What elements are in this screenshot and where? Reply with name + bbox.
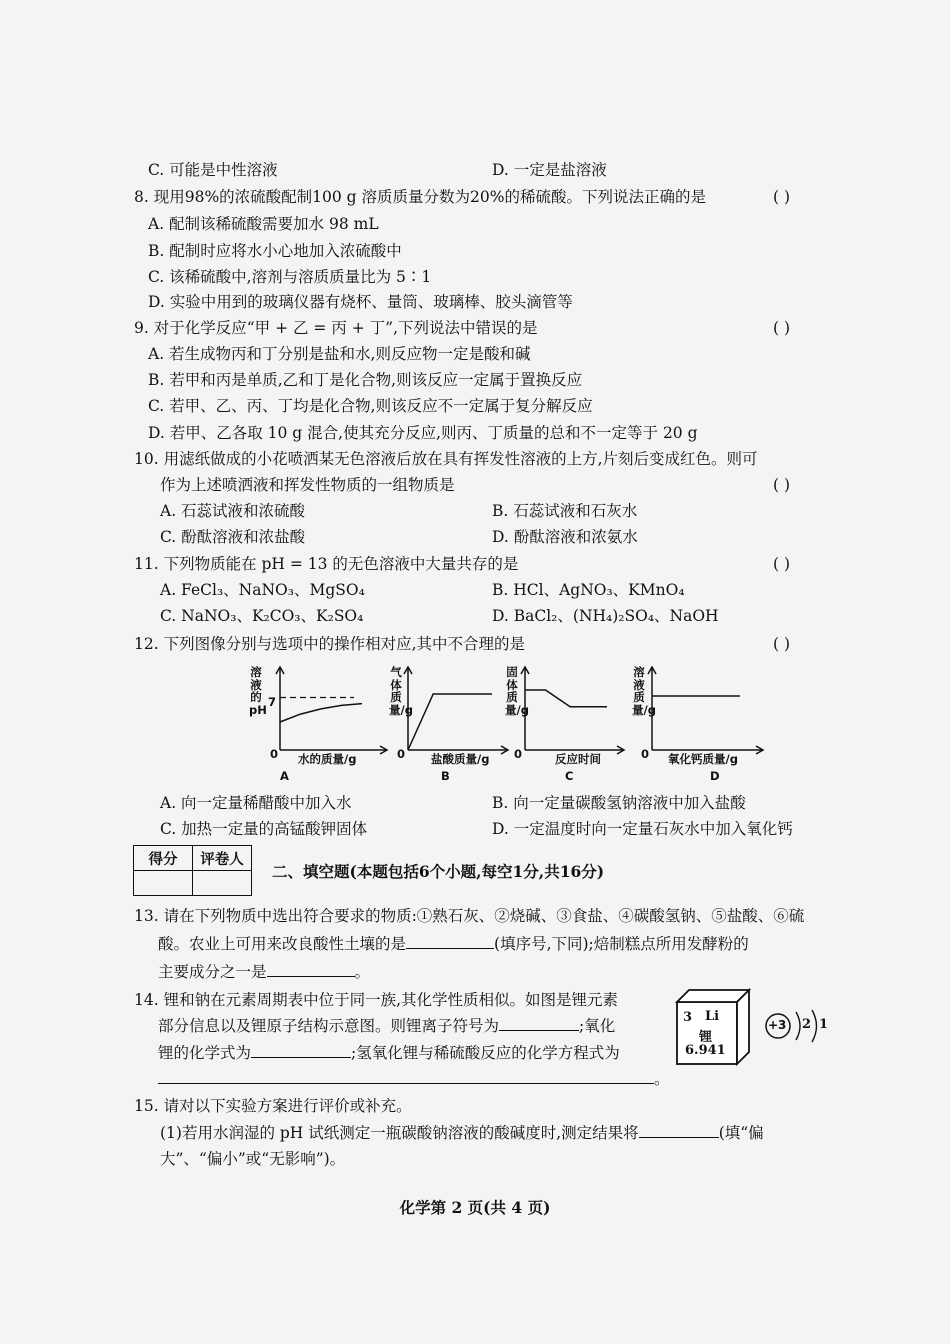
q12-option-b: B. 向一定量碳酸氢钠溶液中加入盐酸 bbox=[492, 794, 746, 812]
q12-option-d: D. 一定温度时向一定量石灰水中加入氧化钙 bbox=[492, 820, 793, 838]
q14-line3-a: 锂的化学式为 bbox=[158, 1044, 252, 1062]
q13-line2-a: 酸。农业上可用来改良酸性土壤的是 bbox=[158, 935, 407, 953]
q8-option-b: B. 配制时应将水小心地加入浓硫酸中 bbox=[148, 242, 402, 260]
graph-d-ylabel: 溶液质量/g bbox=[632, 665, 656, 717]
graph-c-curve bbox=[525, 690, 607, 707]
q10-option-c: C. 酚酞溶液和浓盐酸 bbox=[160, 528, 306, 546]
q15-blank-1[interactable] bbox=[639, 1123, 719, 1138]
graph-c-caption: C bbox=[565, 769, 574, 783]
q13-line2-b: (填序号,下同);焙制糕点所用发酵粉的 bbox=[494, 935, 749, 953]
q11-stem: 11. 下列物质能在 pH = 13 的无色溶液中大量共存的是 bbox=[134, 555, 519, 573]
grader-cell[interactable] bbox=[193, 871, 252, 896]
q10-stem-line2: 作为上述喷洒液和挥发性物质的一组物质是 bbox=[160, 476, 455, 494]
q9-option-c: C. 若甲、乙、丙、丁均是化合物,则该反应不一定属于复分解反应 bbox=[148, 397, 593, 415]
q7-option-d: D. 一定是盐溶液 bbox=[492, 161, 607, 179]
graph-a-origin: 0 bbox=[270, 747, 279, 761]
q10-option-a: A. 石蕊试液和浓硫酸 bbox=[160, 502, 306, 520]
q10-option-b: B. 石蕊试液和石灰水 bbox=[492, 502, 638, 520]
q12-answer-paren: ( ) bbox=[773, 635, 791, 653]
q10-answer-paren: ( ) bbox=[773, 476, 791, 494]
q7-option-c: C. 可能是中性溶液 bbox=[148, 161, 278, 179]
q15-line2-a: (1)若用水润湿的 pH 试纸测定一瓶碳酸钠溶液的酸碱度时,测定结果将 bbox=[160, 1124, 639, 1142]
graph-d bbox=[628, 664, 768, 782]
score-header: 得分 bbox=[134, 846, 193, 871]
q14-line2-a: 部分信息以及锂原子结构示意图。则锂离子符号为 bbox=[158, 1017, 500, 1035]
score-table bbox=[133, 845, 252, 896]
graph-a-curve bbox=[280, 704, 362, 722]
q11-option-c: C. NaNO₃、K₂CO₃、K₂SO₄ bbox=[160, 607, 364, 625]
q11-option-d: D. BaCl₂、(NH₄)₂SO₄、NaOH bbox=[492, 607, 719, 625]
q13-blank-1[interactable] bbox=[406, 934, 494, 949]
q12-option-a: A. 向一定量稀醋酸中加入水 bbox=[160, 794, 352, 812]
graph-c-xlabel: 反应时间 bbox=[555, 752, 601, 766]
element-symbol: Li bbox=[705, 1009, 720, 1024]
q14-blank-1[interactable] bbox=[499, 1016, 579, 1031]
q15-line2-b: (填“偏 bbox=[718, 1124, 764, 1142]
graph-b-caption: B bbox=[441, 769, 450, 783]
q8-option-a: A. 配制该稀硫酸需要加水 98 mL bbox=[148, 215, 379, 233]
q14-line2-b: ;氧化 bbox=[579, 1017, 616, 1035]
q8-answer-paren: ( ) bbox=[773, 188, 791, 206]
graph-b bbox=[383, 664, 513, 782]
q14-line4-end: 。 bbox=[654, 1070, 670, 1088]
q8-stem: 8. 现用98%的浓硫酸配制100 g 溶质质量分数为20%的稀硫酸。下列说法正确的是 bbox=[134, 188, 706, 206]
q9-option-b: B. 若甲和丙是单质,乙和丁是化合物,则该反应一定属于置换反应 bbox=[148, 371, 583, 389]
grader-header: 评卷人 bbox=[193, 846, 252, 871]
q11-option-a: A. FeCl₃、NaNO₃、MgSO₄ bbox=[160, 581, 365, 599]
q10-option-d: D. 酚酞溶液和浓氨水 bbox=[492, 528, 638, 546]
q15-line2 bbox=[160, 1123, 764, 1143]
q9-stem: 9. 对于化学反应“甲 + 乙 = 丙 + 丁”,下列说法中错误的是 bbox=[134, 319, 538, 337]
q9-answer-paren: ( ) bbox=[773, 319, 791, 337]
element-number: 3 bbox=[683, 1010, 693, 1025]
q12-stem: 12. 下列图像分别与选项中的操作相对应,其中不合理的是 bbox=[134, 635, 526, 653]
q10-stem-line1: 10. 用滤纸做成的小花喷洒某无色溶液后放在具有挥发性溶液的上方,片刻后变成红色。则可 bbox=[134, 450, 758, 468]
q14-blank-2[interactable] bbox=[251, 1043, 351, 1058]
q9-option-a: A. 若生成物丙和丁分别是盐和水,则反应物一定是酸和碱 bbox=[148, 345, 531, 363]
section2-title: 二、填空题(本题包括6个小题,每空1分,共16分) bbox=[272, 862, 605, 881]
q14-line3-b: ;氢氧化锂与稀硫酸反应的化学方程式为 bbox=[351, 1044, 620, 1062]
q11-option-b: B. HCl、AgNO₃、KMnO₄ bbox=[492, 581, 685, 599]
q13-line1: 13. 请在下列物质中选出符合要求的物质:①熟石灰、②烧碱、③食盐、④碳酸氢钠、⑤盐酸、⑥硫 bbox=[134, 907, 805, 925]
graph-d-origin: 0 bbox=[641, 747, 650, 761]
graph-c bbox=[503, 664, 633, 782]
graph-a bbox=[246, 664, 396, 782]
graph-b-origin: 0 bbox=[397, 747, 406, 761]
q14-line3 bbox=[158, 1043, 620, 1063]
graph-b-xlabel: 盐酸质量/g bbox=[431, 752, 490, 766]
graph-d-caption: D bbox=[710, 769, 720, 783]
graph-a-ytick: 7 bbox=[268, 695, 277, 709]
atom-shell-2: 1 bbox=[819, 1017, 829, 1032]
q15-line3: 大”、“偏小”或“无影响”)。 bbox=[160, 1150, 346, 1168]
q13-line2 bbox=[158, 934, 749, 954]
graph-b-ylabel: 气体质量/g bbox=[389, 665, 413, 717]
graph-c-origin: 0 bbox=[514, 747, 523, 761]
q8-option-c: C. 该稀硫酸中,溶剂与溶质质量比为 5∶1 bbox=[148, 268, 432, 286]
q8-option-d: D. 实验中用到的玻璃仪器有烧杯、量筒、玻璃棒、胶头滴管等 bbox=[148, 293, 573, 311]
q11-answer-paren: ( ) bbox=[773, 555, 791, 573]
q12-option-c: C. 加热一定量的高锰酸钾固体 bbox=[160, 820, 368, 838]
q13-line3 bbox=[158, 962, 370, 982]
graph-a-xlabel: 水的质量/g bbox=[298, 752, 357, 766]
graph-b-curve bbox=[408, 694, 492, 750]
q9-option-d: D. 若甲、乙各取 10 g 混合,使其充分反应,则丙、丁质量的总和不一定等于 20 g bbox=[148, 424, 698, 442]
q15-line1: 15. 请对以下实验方案进行评价或补充。 bbox=[134, 1097, 412, 1115]
q14-line1: 14. 锂和钠在元素周期表中位于同一族,其化学性质相似。如图是锂元素 bbox=[134, 991, 619, 1009]
graph-a-ylabel: 溶液的pH bbox=[249, 665, 267, 717]
q14-line2 bbox=[158, 1016, 615, 1036]
element-cell-lithium bbox=[675, 988, 755, 1068]
graph-c-ylabel: 固体质量/g bbox=[505, 665, 529, 717]
graph-a-caption: A bbox=[280, 769, 289, 783]
q13-blank-2[interactable] bbox=[267, 962, 355, 977]
q14-line4 bbox=[158, 1069, 670, 1089]
element-name: 锂 bbox=[699, 1030, 713, 1045]
element-mass: 6.941 bbox=[685, 1043, 726, 1058]
lithium-atom-diagram bbox=[762, 1004, 832, 1050]
page-footer: 化学第 2 页(共 4 页) bbox=[399, 1198, 551, 1217]
q14-blank-3[interactable] bbox=[158, 1069, 654, 1084]
q13-line3-b: 。 bbox=[354, 963, 371, 981]
graph-d-xlabel: 氧化钙质量/g bbox=[668, 752, 738, 766]
atom-nucleus: +3 bbox=[768, 1018, 787, 1032]
score-cell[interactable] bbox=[134, 871, 193, 896]
atom-shell-1: 2 bbox=[802, 1017, 812, 1032]
q13-line3-a: 主要成分之一是 bbox=[158, 963, 267, 981]
